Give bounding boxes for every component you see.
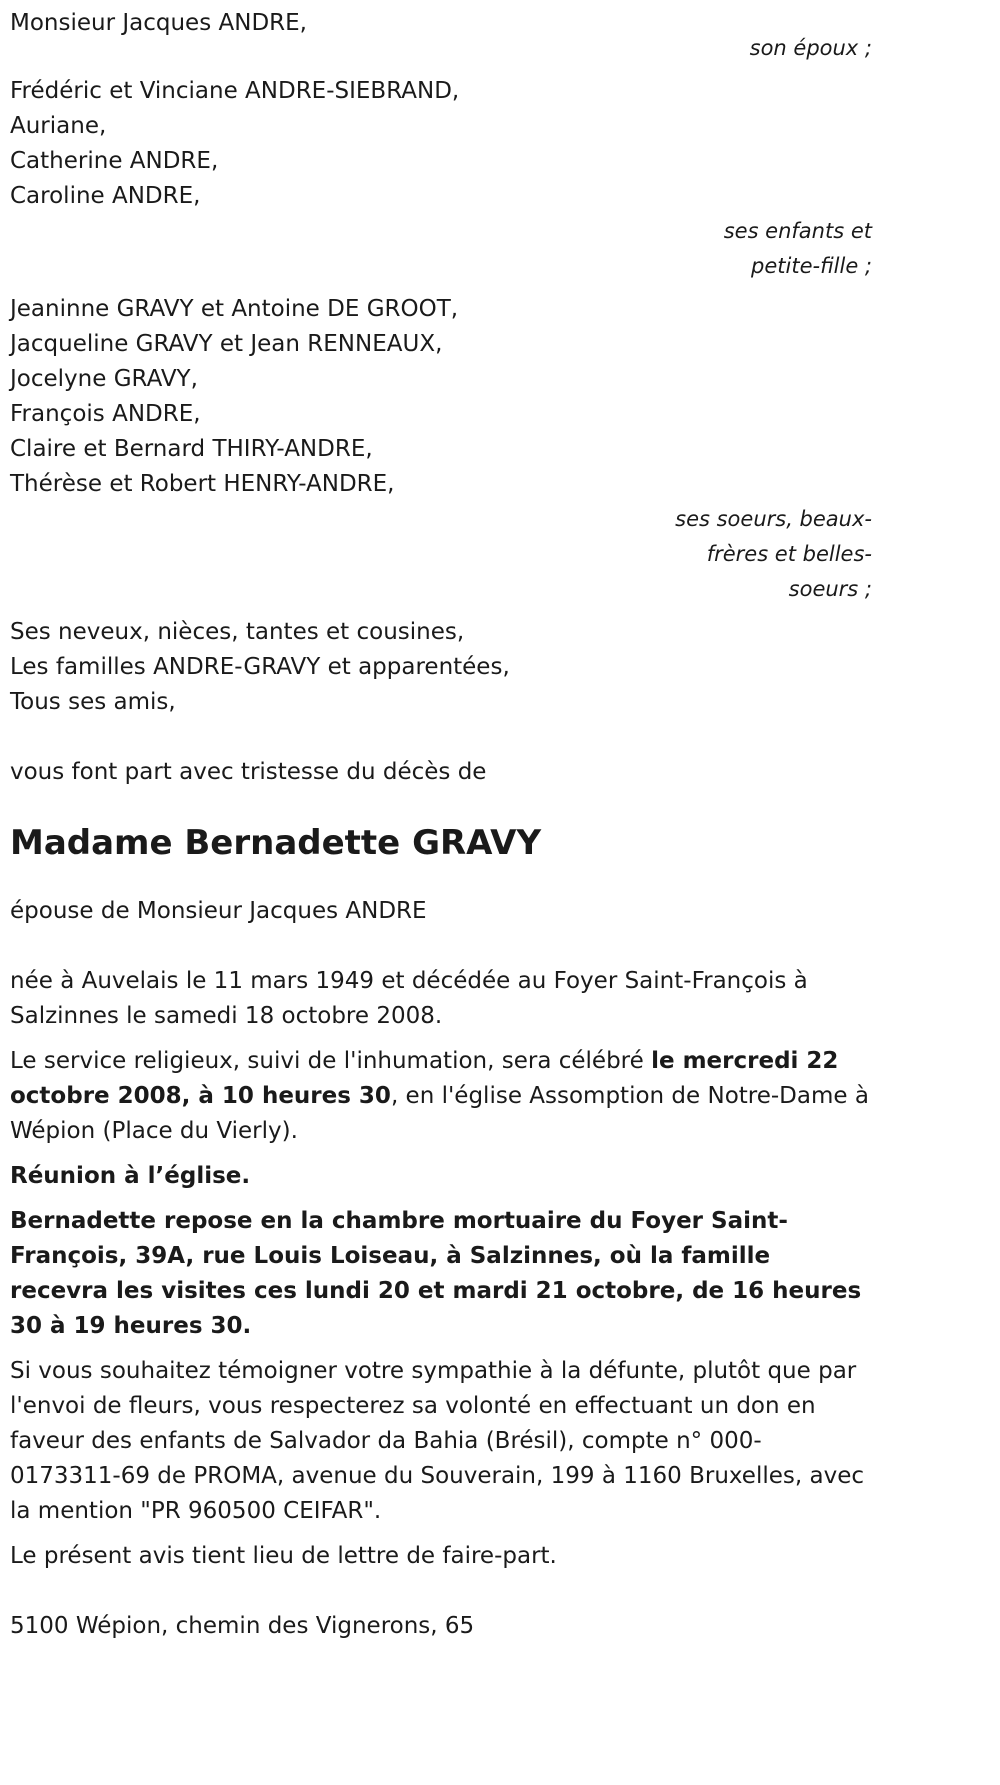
meeting-paragraph <box>10 1159 872 1194</box>
sibling-name: Jocelyne GRAVY, <box>10 366 198 392</box>
siblings-relation-line: soeurs ; <box>788 577 872 601</box>
child-name: Caroline ANDRE, <box>10 183 201 209</box>
others-line: Les familles ANDRE-GRAVY et apparentées, <box>10 654 510 680</box>
sibling-name: François ANDRE, <box>10 401 201 427</box>
siblings-relation-line: ses soeurs, beaux- <box>675 507 872 531</box>
children-relation-line: petite-fille ; <box>751 254 872 278</box>
sibling-name: Claire et Bernard THIRY-ANDRE, <box>10 436 373 462</box>
others-section <box>10 615 872 720</box>
obituary-notice <box>10 6 872 1644</box>
sibling-name: Thérèse et Robert HENRY-ANDRE, <box>10 471 395 497</box>
children-section <box>10 74 872 284</box>
others-line: Ses neveux, nièces, tantes et cousines, <box>10 619 465 645</box>
service-paragraph <box>10 1044 872 1149</box>
visitation-paragraph <box>10 1204 872 1344</box>
spouse-relation: son époux ; <box>749 36 872 60</box>
siblings-relation-line: frères et belles- <box>706 542 872 566</box>
spouse-name: Monsieur Jacques ANDRE, <box>10 10 307 36</box>
visitation-text: Bernadette repose en la chambre mortuaire du Foyer Saint-François, 39A, rue Louis Loiseau, à Salzinnes, où la famille recevra les visites ces lundi 20 et mardi 21 octobre, de 16 heures 30 à 19 heures 30. <box>10 1208 862 1339</box>
service-text-after: , en l'église Assomption de Notre-Dame à Wépion (Place du Vierly). <box>10 1083 869 1144</box>
service-date-time: le mercredi 22 octobre 2008, à 10 heures 30 <box>10 1048 839 1109</box>
address: 5100 Wépion, chemin des Vignerons, 65 <box>10 1613 475 1639</box>
notice-paragraph: Le présent avis tient lieu de lettre de faire-part. <box>10 1543 557 1569</box>
spouse-of: épouse de Monsieur Jacques ANDRE <box>10 898 427 924</box>
birth-death-paragraph: née à Auvelais le 11 mars 1949 et décédée au Foyer Saint-François à Salzinnes le samedi 18 octobre 2008. <box>10 968 808 1029</box>
siblings-section <box>10 292 872 607</box>
children-relation-line: ses enfants et <box>723 219 872 243</box>
child-name: Catherine ANDRE, <box>10 148 219 174</box>
sibling-name: Jacqueline GRAVY et Jean RENNEAUX, <box>10 331 443 357</box>
child-name: Frédéric et Vinciane ANDRE-SIEBRAND, <box>10 78 460 104</box>
service-text-before: Le service religieux, suivi de l'inhumation, sera célébré <box>10 1048 652 1074</box>
sibling-name: Jeaninne GRAVY et Antoine DE GROOT, <box>10 296 459 322</box>
meeting-text: Réunion à l’église. <box>10 1163 251 1189</box>
deceased-name: Madame Bernadette GRAVY <box>10 823 542 863</box>
announcement: vous font part avec tristesse du décès de <box>10 759 487 785</box>
spouse-section <box>10 6 872 66</box>
child-name: Auriane, <box>10 113 107 139</box>
others-line: Tous ses amis, <box>10 689 176 715</box>
donation-paragraph: Si vous souhaitez témoigner votre sympathie à la défunte, plutôt que par l'envoi de fleurs, vous respecterez sa volonté en effectuant un don en faveur des enfants de Salvador da Bahia (Brésil), compte n° 000-0173311-69 de PROMA, avenue du Souverain, 199 à 1160 Bruxelles, avec la mention "PR 960500 CEIFAR". <box>10 1358 864 1524</box>
